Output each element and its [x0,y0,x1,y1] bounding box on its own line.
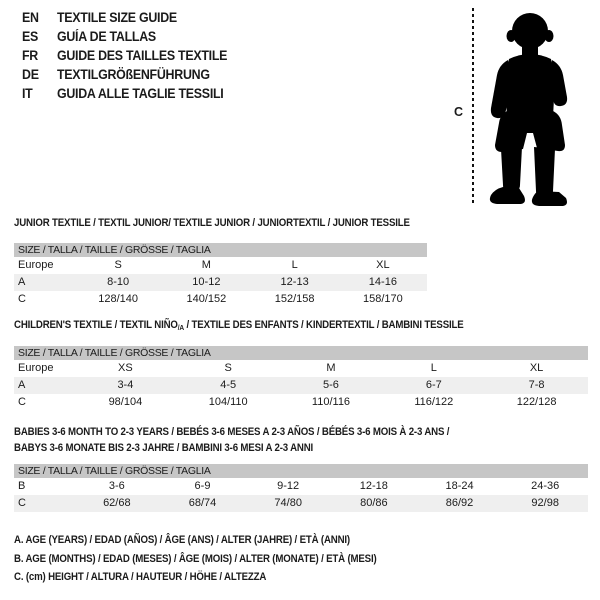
children-title-suffix: / TEXTILE DES ENFANTS / KINDERTEXTIL / BAMBINI TESSILE [184,319,464,331]
children-size-table [14,346,588,411]
age-cell: 3-6 [108,480,125,492]
children-title-subscript: /A [177,323,185,332]
size-cell: XL [376,259,390,271]
guide-title: GUIDA ALLE TAGLIE TESSILI [56,86,224,101]
size-cell: L [291,259,298,271]
children-title-prefix: CHILDREN'S TEXTILE / TEXTIL NIÑO [14,319,178,331]
guide-title: GUIDE DES TAILLES TEXTILE [56,48,228,63]
height-cell: 116/122 [414,396,454,408]
age-cell: 9-12 [277,480,300,492]
babies-title-line1: BABIES 3-6 MONTH TO 2-3 YEARS / BEBÉS 3-6 MESES A 2-3 AÑOS / BÉBÉS 3-6 MOIS À 2-3 ANS / [14,426,450,438]
language-row-de [22,65,227,84]
table-row-height [14,394,588,411]
language-code: EN [22,10,39,25]
height-cell: 86/92 [445,497,474,509]
table-row-height [14,291,427,308]
height-cell: 74/80 [274,497,302,509]
age-cell: 6-9 [194,480,211,492]
age-cell: 4-5 [220,379,237,391]
table-header-size-row: SIZE / TALLA / TAILLE / GRÖSSE / TAGLIA [14,346,588,360]
size-cell: L [430,362,437,374]
language-title-list [22,8,245,103]
table-row-europe [14,360,588,377]
age-cell: 12-13 [280,276,309,288]
height-cell: 92/98 [531,497,559,509]
language-row-es [22,27,227,46]
table-header-size-row: SIZE / TALLA / TAILLE / GRÖSSE / TAGLIA [14,243,427,257]
height-cell: 110/116 [311,396,351,408]
height-measure-label: C [454,105,464,119]
row-label: Europe [18,362,54,374]
row-label: C [18,497,26,509]
height-cell: 62/68 [103,497,131,509]
height-cell: 158/170 [362,293,403,305]
guide-title: GUÍA DE TALLAS [56,29,156,44]
language-code: FR [22,48,39,63]
height-cell: 104/110 [208,396,248,408]
height-cell: 80/86 [360,497,388,509]
children-section-title [14,317,464,336]
junior-section-title: JUNIOR TEXTILE / TEXTIL JUNIOR/ TEXTILE JUNIOR / JUNIORTEXTIL / JUNIOR TESSILE [14,217,410,229]
language-code: ES [22,29,39,44]
height-measure-line [472,8,474,206]
height-cell: 152/158 [274,293,315,305]
guide-title: TEXTILGRÖßENFÜHRUNG [56,67,210,82]
age-cell: 12-18 [359,480,388,492]
size-cell: M [326,362,336,374]
height-cell: 140/152 [186,293,227,305]
junior-size-table [14,243,427,308]
row-label: A [18,276,26,288]
language-code: IT [22,86,33,101]
note-age-years: A. AGE (YEARS) / EDAD (AÑOS) / ÂGE (ANS) / ALTER (JAHRE) / ETÀ (ANNI) [14,534,350,546]
language-row-fr [22,46,227,65]
table-row-europe [14,257,427,274]
table-row-age-months [14,478,588,495]
language-code: DE [22,67,39,82]
size-cell: S [114,259,122,271]
age-cell: 14-16 [368,276,397,288]
age-cell: 6-7 [425,379,442,391]
legend-notes [14,531,426,587]
height-cell: 98/104 [108,396,143,408]
note-height-cm: C. (cm) HEIGHT / ALTURA / HAUTEUR / HÖHE / ALTEZZA [14,571,267,583]
age-cell: 5-6 [323,379,339,391]
babies-title-line2: BABYS 3-6 MONATE BIS 2-3 JAHRE / BAMBINI 3-6 MESI A 2-3 ANNI [14,442,314,454]
table-header-size-row: SIZE / TALLA / TAILLE / GRÖSSE / TAGLIA [14,464,588,478]
height-cell: 128/140 [98,293,138,305]
height-cell: 68/74 [188,497,217,509]
row-label: Europe [18,259,54,271]
size-cell: XL [529,362,544,374]
row-label: C [18,396,26,408]
guide-title: TEXTILE SIZE GUIDE [56,10,177,25]
height-cell: 122/128 [516,396,557,408]
baby-silhouette-icon [481,5,599,207]
note-age-months: B. AGE (MONTHS) / EDAD (MESES) / ÂGE (MOIS) / ALTER (MONATE) / ETÀ (MESI) [14,552,377,565]
row-label: B [18,480,26,492]
size-cell: S [224,362,232,374]
age-cell: 24-36 [531,480,560,492]
babies-section-title [14,424,509,456]
age-cell: 3-4 [117,379,134,391]
age-cell: 10-12 [192,276,221,288]
table-row-age [14,274,427,291]
age-cell: 7-8 [528,379,545,391]
age-cell: 18-24 [445,480,474,492]
table-row-height [14,495,588,512]
size-cell: M [201,259,211,271]
age-cell: 8-10 [107,276,130,288]
table-row-age [14,377,588,394]
row-label: A [18,379,26,391]
babies-size-table [14,464,588,512]
size-cell: XS [118,362,133,374]
row-label: C [18,293,26,305]
language-row-en [22,8,227,27]
language-row-it [22,84,227,103]
